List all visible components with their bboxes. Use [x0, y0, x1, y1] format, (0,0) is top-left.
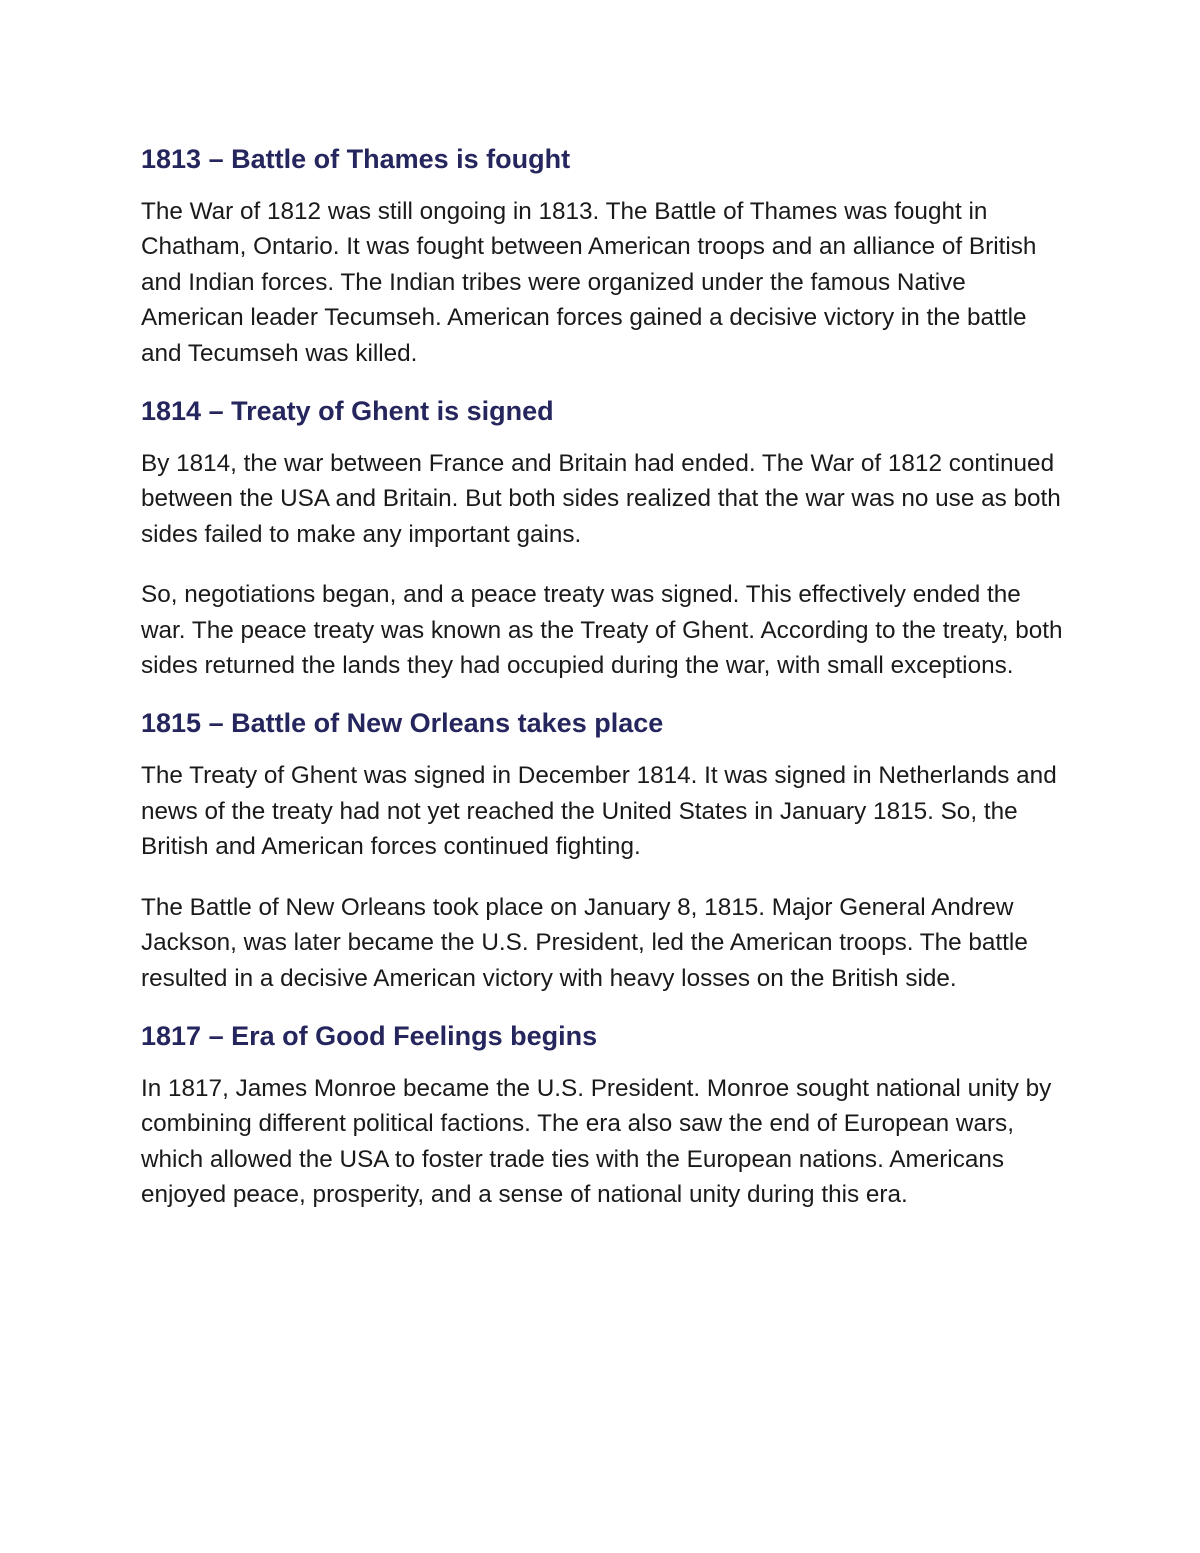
section-paragraph: The Battle of New Orleans took place on January 8, 1815. Major General Andrew Jackson, was later became the U.S. President, led the American troops. The battle resulted in a decisive American victory with heavy losses on the British side. — [141, 893, 1028, 992]
section-1817 — [141, 1013, 1066, 1213]
section-paragraph: In 1817, James Monroe became the U.S. President. Monroe sought national unity by combining different political factions. The era also saw the end of European wars, which allowed the USA to foster trade ties with the European nations. Americans enjoyed peace, prosperity, and a sense of national unity during this era. — [141, 1074, 1052, 1209]
section-paragraph: By 1814, the war between France and Britain had ended. The War of 1812 continued between the USA and Britain. But both sides realized that the war was no use as both sides failed to make any important gains. — [141, 450, 1061, 548]
document-page — [141, 136, 1066, 1213]
section-1814 — [141, 388, 1066, 683]
section-1815 — [141, 700, 1066, 995]
section-heading: 1815 – Battle of New Orleans takes place — [141, 708, 664, 739]
section-1813 — [141, 136, 1066, 371]
section-paragraph: The War of 1812 was still ongoing in 1813. The Battle of Thames was fought in Chatham, Ontario. It was fought between American troops and an alliance of British and Indian forces. The Indian tribes were organized under the famous Native American leader Tecumseh. American forces gained a decisive victory in the battle and Tecumseh was killed. — [141, 198, 1037, 367]
section-paragraph: So, negotiations began, and a peace treaty was signed. This effectively ended the war. The peace treaty was known as the Treaty of Ghent. According to the treaty, both sides returned the lands they had occupied during the war, with small exceptions. — [141, 581, 1063, 680]
section-heading: 1814 – Treaty of Ghent is signed — [141, 396, 554, 427]
section-heading: 1817 – Era of Good Feelings begins — [141, 1020, 598, 1051]
section-paragraph: The Treaty of Ghent was signed in December 1814. It was signed in Netherlands and news of the treaty had not yet reached the United States in January 1815. So, the British and American forces continued fighting. — [141, 762, 1057, 861]
section-heading: 1813 – Battle of Thames is fought — [141, 144, 571, 174]
